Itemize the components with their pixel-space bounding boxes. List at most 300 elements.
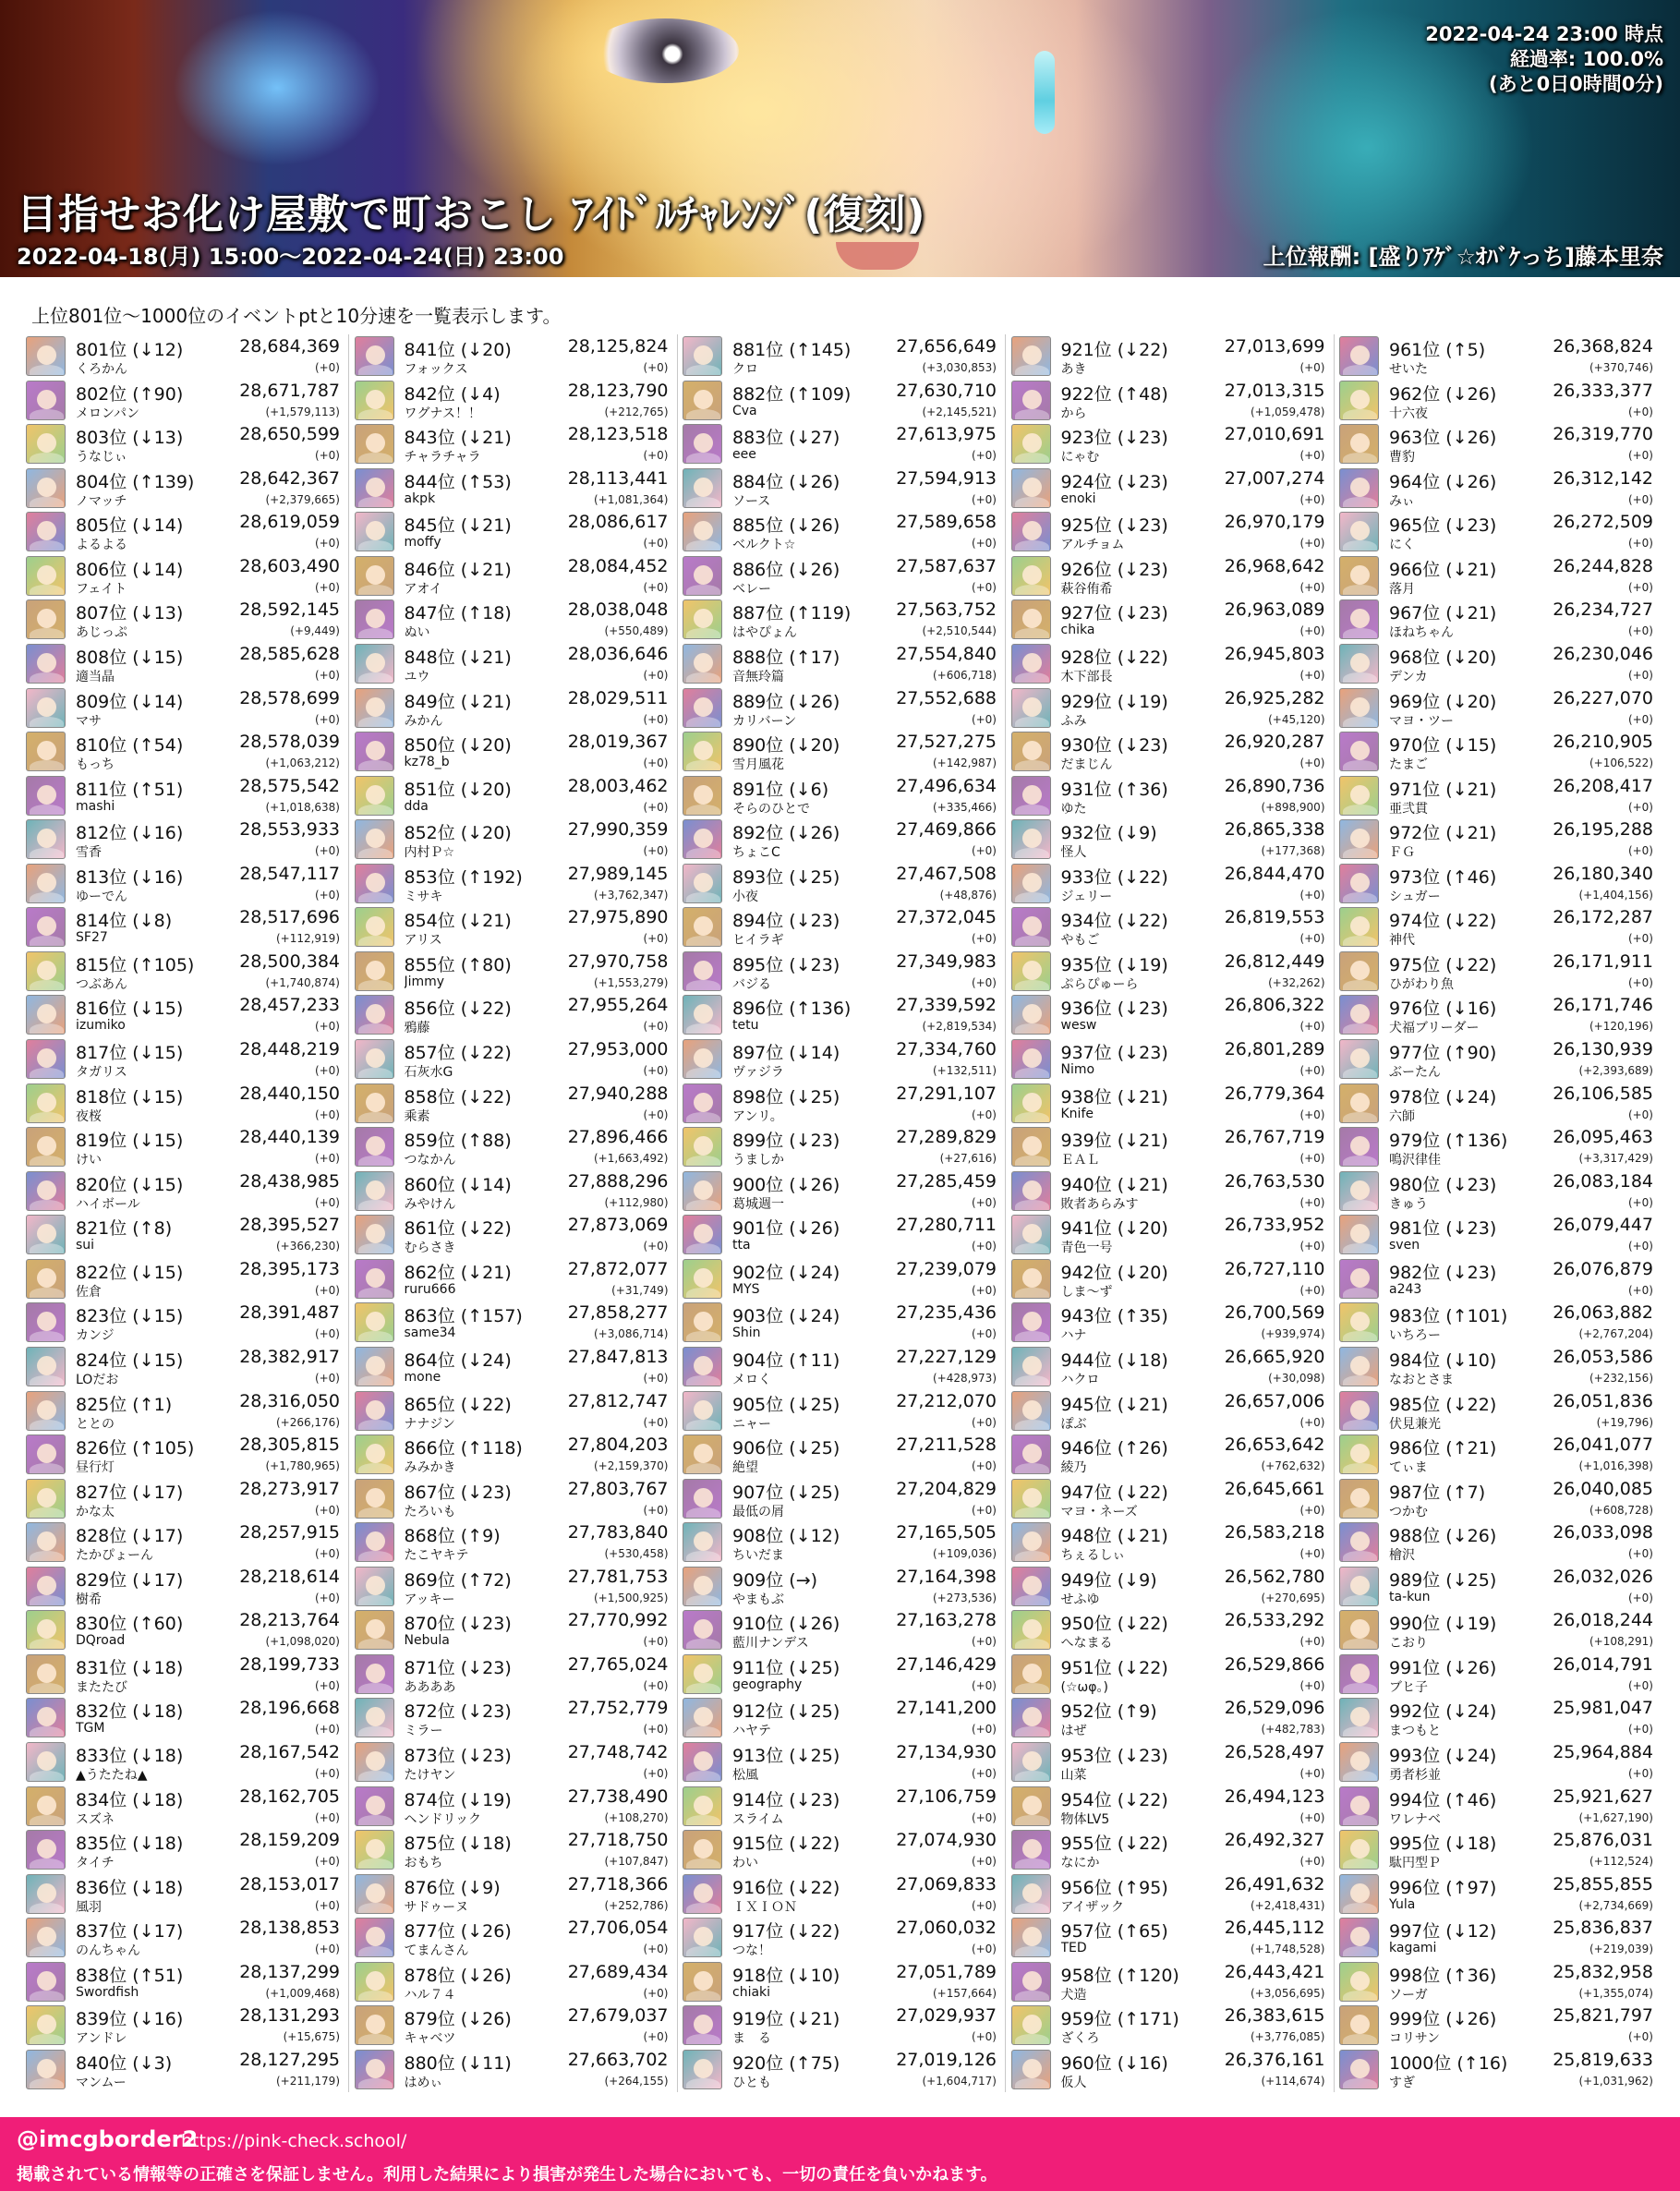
entry-player-name: ヒイラギ <box>732 933 784 949</box>
ranking-entry <box>1009 1520 1331 1565</box>
entry-player-name: なおとさま <box>1389 1372 1454 1387</box>
entry-rank-change: 915位 (↓22) <box>732 1834 840 1855</box>
entry-10min-speed: (+0) <box>971 492 997 506</box>
entry-rank-change: 974位 (↓22) <box>1389 911 1497 932</box>
player-avatar <box>26 1083 66 1123</box>
player-avatar <box>1339 1567 1379 1606</box>
entry-player-name: akpk <box>404 490 436 506</box>
ranking-entry <box>353 1565 674 1609</box>
entry-rank-change: 867位 (↓23) <box>404 1482 512 1503</box>
entry-player-name: chiaki <box>732 1984 771 2000</box>
ranking-entry <box>681 1433 1002 1477</box>
entry-rank-change: 849位 (↓21) <box>404 691 512 712</box>
entry-player-name: 夜桜 <box>76 1108 102 1124</box>
entry-event-points: 27,706,054 <box>567 1918 669 1939</box>
ranking-entry <box>24 1301 345 1345</box>
entry-player-name: a243 <box>1389 1281 1422 1297</box>
entry-10min-speed: (+2,159,370) <box>594 1459 669 1473</box>
entry-player-name: かな太 <box>76 1504 115 1519</box>
entry-player-name: つかむ <box>1389 1504 1428 1519</box>
entry-rank-change: 909位 (→) <box>732 1569 818 1591</box>
entry-10min-speed: (+30,098) <box>1268 1371 1325 1385</box>
ranking-entry <box>353 642 674 686</box>
entry-player-name: ブヒ子 <box>1389 1679 1428 1695</box>
player-avatar <box>683 1479 722 1519</box>
entry-10min-speed: (+0) <box>1627 1195 1653 1209</box>
entry-event-points: 26,443,421 <box>1224 1961 1325 1982</box>
entry-event-points: 28,038,048 <box>567 599 669 621</box>
entry-rank-change: 932位 (↓9) <box>1060 823 1157 844</box>
entry-rank-change: 984位 (↓10) <box>1389 1350 1497 1371</box>
entry-rank-change: 839位 (↓16) <box>76 2009 184 2030</box>
entry-event-points: 26,733,952 <box>1224 1215 1325 1236</box>
ranking-entry <box>681 510 1002 554</box>
entry-10min-speed: (+106,522) <box>1589 757 1653 770</box>
entry-10min-speed: (+0) <box>971 932 997 946</box>
entry-rank-change: 856位 (↓22) <box>404 999 512 1020</box>
player-avatar <box>1011 1567 1051 1606</box>
entry-10min-speed: (+0) <box>971 1240 997 1253</box>
entry-player-name: しま～ず <box>1060 1284 1113 1300</box>
entry-player-name: あき <box>1060 362 1087 377</box>
ranking-columns <box>24 334 1659 2092</box>
entry-player-name: ちいだま <box>732 1548 784 1564</box>
entry-rank-change: 918位 (↓10) <box>732 1965 840 1986</box>
entry-player-name: マサ <box>76 713 102 729</box>
entry-player-name: ぽぶ <box>1060 1416 1087 1432</box>
player-avatar <box>1339 1083 1379 1123</box>
entry-player-name: 檜沢 <box>1389 1548 1415 1564</box>
entry-rank-change: 894位 (↓23) <box>732 911 840 932</box>
player-avatar <box>355 1698 394 1737</box>
entry-rank-change: 928位 (↓22) <box>1060 647 1168 668</box>
entry-rank-change: 865位 (↓22) <box>404 1394 512 1415</box>
entry-10min-speed: (+0) <box>1299 932 1325 946</box>
ranking-entry <box>24 1213 345 1257</box>
entry-player-name: ひがわり魚 <box>1389 976 1454 992</box>
entry-10min-speed: (+0) <box>1627 1108 1653 1121</box>
entry-10min-speed: (+1,604,717) <box>922 2074 997 2088</box>
entry-rank-change: 880位 (↓11) <box>404 2052 512 2074</box>
entry-event-points: 28,553,933 <box>239 819 340 841</box>
player-avatar <box>683 1742 722 1782</box>
entry-10min-speed: (+232,156) <box>1589 1371 1653 1385</box>
entry-player-name: ソース <box>732 493 771 509</box>
entry-rank-change: 851位 (↓20) <box>404 779 512 800</box>
player-avatar <box>26 864 66 903</box>
entry-10min-speed: (+0) <box>1627 975 1653 989</box>
entry-rank-change: 804位 (↑139) <box>76 471 195 492</box>
ranking-entry <box>1337 1082 1659 1126</box>
entry-10min-speed: (+48,876) <box>939 888 997 902</box>
entry-player-name: Cva <box>732 403 757 418</box>
entry-rank-change: 947位 (↓22) <box>1060 1482 1168 1503</box>
event-banner <box>0 0 1680 277</box>
ranking-entry <box>1337 1433 1659 1477</box>
entry-player-name: 仮人 <box>1060 2075 1087 2090</box>
entry-player-name: てまんさん <box>404 1943 469 1959</box>
entry-player-name: やまもぶ <box>732 1592 784 1607</box>
ranking-entry <box>681 422 1002 466</box>
entry-rank-change: 901位 (↓26) <box>732 1218 840 1240</box>
entry-10min-speed: (+0) <box>971 1767 997 1780</box>
entry-event-points: 28,029,511 <box>567 687 669 708</box>
entry-player-name: アリス <box>404 933 442 949</box>
entry-rank-change: 822位 (↓15) <box>76 1262 184 1283</box>
entry-event-points: 27,141,200 <box>896 1698 997 1719</box>
entry-event-points: 26,041,077 <box>1553 1434 1653 1456</box>
entry-rank-change: 981位 (↓23) <box>1389 1218 1497 1240</box>
ranking-entry <box>1009 334 1331 379</box>
player-avatar <box>26 1830 66 1870</box>
entry-10min-speed: (+0) <box>1627 492 1653 506</box>
entry-event-points: 26,963,089 <box>1224 599 1325 621</box>
entry-rank-change: 862位 (↓21) <box>404 1262 512 1283</box>
entry-event-points: 28,305,815 <box>239 1434 340 1456</box>
column-divider <box>348 334 349 2092</box>
entry-10min-speed: (+0) <box>643 1415 669 1429</box>
entry-player-name: バジる <box>732 976 771 992</box>
player-avatar <box>26 1742 66 1782</box>
entry-10min-speed: (+0) <box>643 712 669 726</box>
player-avatar <box>26 995 66 1035</box>
entry-event-points: 27,469,866 <box>896 819 997 841</box>
ranking-entry <box>353 1652 674 1697</box>
ranking-entry <box>24 554 345 599</box>
entry-event-points: 25,855,855 <box>1553 1873 1653 1894</box>
player-avatar <box>1339 2050 1379 2089</box>
entry-player-name: たまご <box>1389 757 1428 773</box>
entry-player-name: たろいも <box>404 1504 456 1519</box>
entry-10min-speed: (+0) <box>1299 449 1325 463</box>
entry-10min-speed: (+45,120) <box>1268 712 1325 726</box>
entry-event-points: 28,316,050 <box>239 1390 340 1411</box>
entry-rank-change: 926位 (↓23) <box>1060 559 1168 580</box>
ranking-entry <box>1337 862 1659 906</box>
entry-player-name: 六師 <box>1389 1108 1415 1124</box>
player-avatar <box>1339 1918 1379 1957</box>
player-avatar <box>1011 1874 1051 1914</box>
entry-10min-speed: (+1,098,020) <box>265 1635 340 1649</box>
twitter-handle-link[interactable]: @imcgborder2 <box>17 2126 199 2152</box>
player-avatar <box>683 1918 722 1957</box>
entry-player-name: TGM <box>76 1721 105 1737</box>
entry-rank-change: 846位 (↓21) <box>404 559 512 580</box>
entry-player-name: ぬい <box>404 625 430 641</box>
entry-rank-change: 985位 (↓22) <box>1389 1394 1497 1415</box>
entry-10min-speed: (+2,819,534) <box>922 1020 997 1034</box>
entry-rank-change: 978位 (↓24) <box>1389 1086 1497 1108</box>
entry-10min-speed: (+335,466) <box>932 800 997 814</box>
entry-player-name: 葛城週一 <box>732 1196 784 1212</box>
entry-player-name: ハヤテ <box>732 1724 771 1739</box>
entry-10min-speed: (+120,196) <box>1589 1020 1653 1034</box>
entry-rank-change: 852位 (↓20) <box>404 823 512 844</box>
ranking-entry <box>1337 1520 1659 1565</box>
entry-rank-change: 959位 (↑171) <box>1060 2009 1179 2030</box>
ranking-entry <box>24 950 345 994</box>
ranking-entry <box>1009 1652 1331 1697</box>
entry-rank-change: 917位 (↓22) <box>732 1921 840 1943</box>
ranking-column <box>681 334 1002 2092</box>
entry-player-name: Shin <box>732 1325 761 1341</box>
player-avatar <box>1339 1215 1379 1254</box>
entry-player-name: はやぴょん <box>732 625 797 641</box>
entry-10min-speed: (+0) <box>643 932 669 946</box>
entry-player-name: ワグナス！！ <box>404 406 481 421</box>
entry-event-points: 28,125,824 <box>567 336 669 357</box>
player-avatar <box>1011 732 1051 771</box>
entry-rank-change: 801位 (↓12) <box>76 340 184 360</box>
entry-rank-change: 861位 (↓22) <box>404 1218 512 1240</box>
entry-rank-change: 821位 (↑8) <box>76 1218 173 1240</box>
entry-player-name: Swordfish <box>76 1984 139 2000</box>
player-avatar <box>355 1874 394 1914</box>
ranking-entry <box>353 1389 674 1434</box>
entry-rank-change: 970位 (↓15) <box>1389 735 1497 757</box>
entry-event-points: 26,076,879 <box>1553 1258 1653 1279</box>
player-avatar <box>683 381 722 420</box>
entry-player-name: つな！ <box>732 1943 771 1959</box>
entry-event-points: 26,368,824 <box>1553 336 1653 357</box>
entry-rank-change: 811位 (↑51) <box>76 779 184 800</box>
site-url-link[interactable]: https://pink-check.school/ <box>181 2131 407 2151</box>
entry-player-name: 勇者杉並 <box>1389 1768 1441 1783</box>
entry-player-name: ぷらぴゅーら <box>1060 976 1139 992</box>
entry-event-points: 27,663,702 <box>567 2049 669 2070</box>
entry-player-name: いちろー <box>1389 1328 1441 1344</box>
entry-event-points: 27,896,466 <box>567 1127 669 1148</box>
ranking-entry <box>1009 1082 1331 1126</box>
player-avatar <box>1339 732 1379 771</box>
entry-player-name: mashi <box>76 798 115 814</box>
entry-event-points: 26,583,218 <box>1224 1522 1325 1543</box>
entry-event-points: 26,700,569 <box>1224 1302 1325 1324</box>
ranking-entry <box>1337 1213 1659 1257</box>
player-avatar <box>26 688 66 728</box>
entry-event-points: 26,529,866 <box>1224 1653 1325 1675</box>
player-avatar <box>355 599 394 639</box>
entry-event-points: 27,285,459 <box>896 1170 997 1192</box>
entry-rank-change: 958位 (↑120) <box>1060 1965 1179 1986</box>
entry-10min-speed: (+0) <box>1299 1767 1325 1780</box>
entry-10min-speed: (+0) <box>314 1898 340 1912</box>
ranking-entry <box>681 598 1002 642</box>
player-avatar <box>1339 1610 1379 1650</box>
ranking-entry <box>681 1872 1002 1917</box>
player-avatar <box>26 468 66 508</box>
ranking-entry <box>353 905 674 950</box>
player-avatar <box>355 1830 394 1870</box>
entry-rank-change: 814位 (↓8) <box>76 911 173 932</box>
entry-10min-speed: (+0) <box>1299 1503 1325 1517</box>
entry-event-points: 27,527,275 <box>896 732 997 753</box>
entry-rank-change: 820位 (↓15) <box>76 1174 184 1195</box>
ranking-entry <box>353 554 674 599</box>
ranking-entry <box>1337 1872 1659 1917</box>
ranking-entry <box>1009 379 1331 423</box>
entry-player-name: マヨ・ネーズ <box>1060 1504 1138 1519</box>
entry-rank-change: 973位 (↑46) <box>1389 866 1497 888</box>
entry-player-name: ナナジン <box>404 1416 455 1432</box>
entry-player-name: 風羽 <box>76 1899 102 1915</box>
entry-10min-speed: (+1,663,492) <box>594 1152 669 1166</box>
entry-event-points: 26,230,046 <box>1553 643 1653 664</box>
player-avatar <box>355 1654 394 1694</box>
entry-player-name: ひとも <box>732 2075 771 2090</box>
entry-rank-change: 967位 (↓21) <box>1389 603 1497 624</box>
ranking-entry <box>24 1872 345 1917</box>
entry-player-name: デンカ <box>1389 669 1428 684</box>
entry-rank-change: 919位 (↓21) <box>732 2009 840 2030</box>
entry-player-name: 雪月風花 <box>732 757 784 773</box>
ranking-entry <box>1337 510 1659 554</box>
player-avatar <box>26 381 66 420</box>
player-avatar <box>355 1039 394 1079</box>
entry-rank-change: 892位 (↓26) <box>732 823 840 844</box>
player-avatar <box>26 1039 66 1079</box>
entry-rank-change: 923位 (↓23) <box>1060 428 1168 449</box>
player-avatar <box>355 424 394 464</box>
player-avatar <box>355 995 394 1035</box>
ranking-entry <box>24 2003 345 2048</box>
player-avatar <box>355 1567 394 1606</box>
entry-player-name: メロく <box>732 1372 771 1387</box>
entry-player-name: Knife <box>1060 1106 1094 1121</box>
entry-player-name: うましか <box>732 1153 784 1168</box>
ranking-entry <box>1009 1477 1331 1521</box>
ranking-entry <box>24 1477 345 1521</box>
entry-player-name: みぃ <box>1389 493 1415 509</box>
player-avatar <box>355 1302 394 1342</box>
entry-player-name: chika <box>1060 623 1095 638</box>
entry-player-name: 曹豹 <box>1389 450 1415 466</box>
player-avatar <box>355 1786 394 1826</box>
entry-player-name: けい <box>76 1153 102 1168</box>
entry-rank-change: 874位 (↓19) <box>404 1789 512 1810</box>
entry-event-points: 26,445,112 <box>1224 1918 1325 1939</box>
player-avatar <box>1011 1742 1051 1782</box>
entry-10min-speed: (+0) <box>314 1327 340 1341</box>
entry-10min-speed: (+3,030,853) <box>922 361 997 374</box>
entry-10min-speed: (+608,728) <box>1589 1503 1653 1517</box>
entry-player-name: ミサキ <box>404 889 443 904</box>
player-avatar <box>26 1567 66 1606</box>
entry-player-name: 絶望 <box>732 1460 758 1476</box>
entry-10min-speed: (+112,524) <box>1589 1855 1653 1869</box>
entry-player-name: dda <box>404 798 429 814</box>
entry-10min-speed: (+939,974) <box>1261 1327 1325 1341</box>
entry-event-points: 28,086,617 <box>567 512 669 533</box>
entry-rank-change: 866位 (↑118) <box>404 1438 523 1459</box>
entry-10min-speed: (+1,081,364) <box>594 492 669 506</box>
entry-10min-speed: (+0) <box>1299 1283 1325 1297</box>
entry-rank-change: 845位 (↓21) <box>404 515 512 537</box>
ranking-entry <box>1009 817 1331 862</box>
entry-rank-change: 916位 (↓22) <box>732 1877 840 1898</box>
ranking-entry <box>1009 905 1331 950</box>
entry-player-name: なにか <box>1060 1856 1100 1871</box>
entry-10min-speed: (+3,762,347) <box>594 888 669 902</box>
entry-rank-change: 875位 (↓18) <box>404 1834 512 1855</box>
entry-rank-change: 857位 (↓22) <box>404 1043 512 1063</box>
ranking-entry <box>353 1828 674 1872</box>
entry-event-points: 27,783,840 <box>567 1522 669 1543</box>
entry-player-name: だまじん <box>1060 757 1113 773</box>
entry-10min-speed: (+0) <box>1299 1108 1325 1121</box>
player-avatar <box>1011 1654 1051 1694</box>
entry-event-points: 28,438,985 <box>239 1170 340 1192</box>
entry-rank-change: 948位 (↓21) <box>1060 1526 1168 1547</box>
entry-10min-speed: (+0) <box>1299 580 1325 594</box>
entry-rank-change: 899位 (↓23) <box>732 1131 840 1152</box>
entry-player-name: ＩＸＩＯＮ <box>732 1899 797 1915</box>
entry-player-name: ととの <box>76 1416 115 1432</box>
entry-rank-change: 810位 (↑54) <box>76 735 184 757</box>
entry-player-name: タイチ <box>76 1856 115 1871</box>
entry-event-points: 27,689,434 <box>567 1961 669 1982</box>
ranking-entry <box>681 2048 1002 2092</box>
entry-event-points: 27,656,649 <box>896 336 997 357</box>
ranking-entry <box>24 1608 345 1652</box>
entry-player-name: スズネ <box>76 1811 115 1827</box>
ranking-entry <box>1337 730 1659 774</box>
entry-event-points: 27,990,359 <box>567 819 669 841</box>
entry-player-name: 怪人 <box>1060 845 1087 861</box>
player-avatar <box>1011 688 1051 728</box>
entry-10min-speed: (+0) <box>643 1108 669 1121</box>
player-avatar <box>1011 776 1051 816</box>
entry-player-name: Nebula <box>404 1633 450 1649</box>
ranking-entry <box>1009 1037 1331 1082</box>
entry-event-points: 28,382,917 <box>239 1346 340 1367</box>
entry-10min-speed: (+0) <box>1627 712 1653 726</box>
ranking-entry <box>353 1785 674 1829</box>
entry-player-name: そらのひとで <box>732 801 810 817</box>
player-avatar <box>26 1171 66 1211</box>
entry-rank-change: 891位 (↓6) <box>732 779 829 800</box>
entry-rank-change: 897位 (↓14) <box>732 1043 840 1063</box>
ranking-entry <box>681 379 1002 423</box>
entry-rank-change: 803位 (↓13) <box>76 428 184 449</box>
entry-event-points: 27,552,688 <box>896 687 997 708</box>
entry-event-points: 28,138,853 <box>239 1918 340 1939</box>
entry-rank-change: 965位 (↓23) <box>1389 515 1497 537</box>
entry-rank-change: 1000位 (↑16) <box>1389 2052 1508 2074</box>
ranking-entry <box>681 686 1002 731</box>
entry-10min-speed: (+0) <box>1299 624 1325 638</box>
ranking-entry <box>353 1082 674 1126</box>
entry-rank-change: 944位 (↓18) <box>1060 1350 1168 1371</box>
entry-event-points: 27,847,813 <box>567 1346 669 1367</box>
entry-10min-speed: (+0) <box>1299 1635 1325 1649</box>
entry-10min-speed: (+0) <box>1299 1855 1325 1869</box>
entry-rank-change: 949位 (↓9) <box>1060 1569 1157 1591</box>
entry-event-points: 28,642,367 <box>239 467 340 489</box>
entry-event-points: 28,440,139 <box>239 1127 340 1148</box>
player-avatar <box>26 512 66 551</box>
entry-event-points: 28,603,490 <box>239 555 340 576</box>
ranking-entry <box>1337 422 1659 466</box>
ranking-entry <box>1009 686 1331 731</box>
entry-event-points: 26,018,244 <box>1553 1610 1653 1631</box>
entry-10min-speed: (+0) <box>314 668 340 682</box>
entry-10min-speed: (+0) <box>643 449 669 463</box>
entry-player-name: kz78_b <box>404 755 450 770</box>
entry-rank-change: 844位 (↑53) <box>404 471 512 492</box>
entry-10min-speed: (+0) <box>1627 624 1653 638</box>
entry-rank-change: 921位 (↓22) <box>1060 340 1168 360</box>
